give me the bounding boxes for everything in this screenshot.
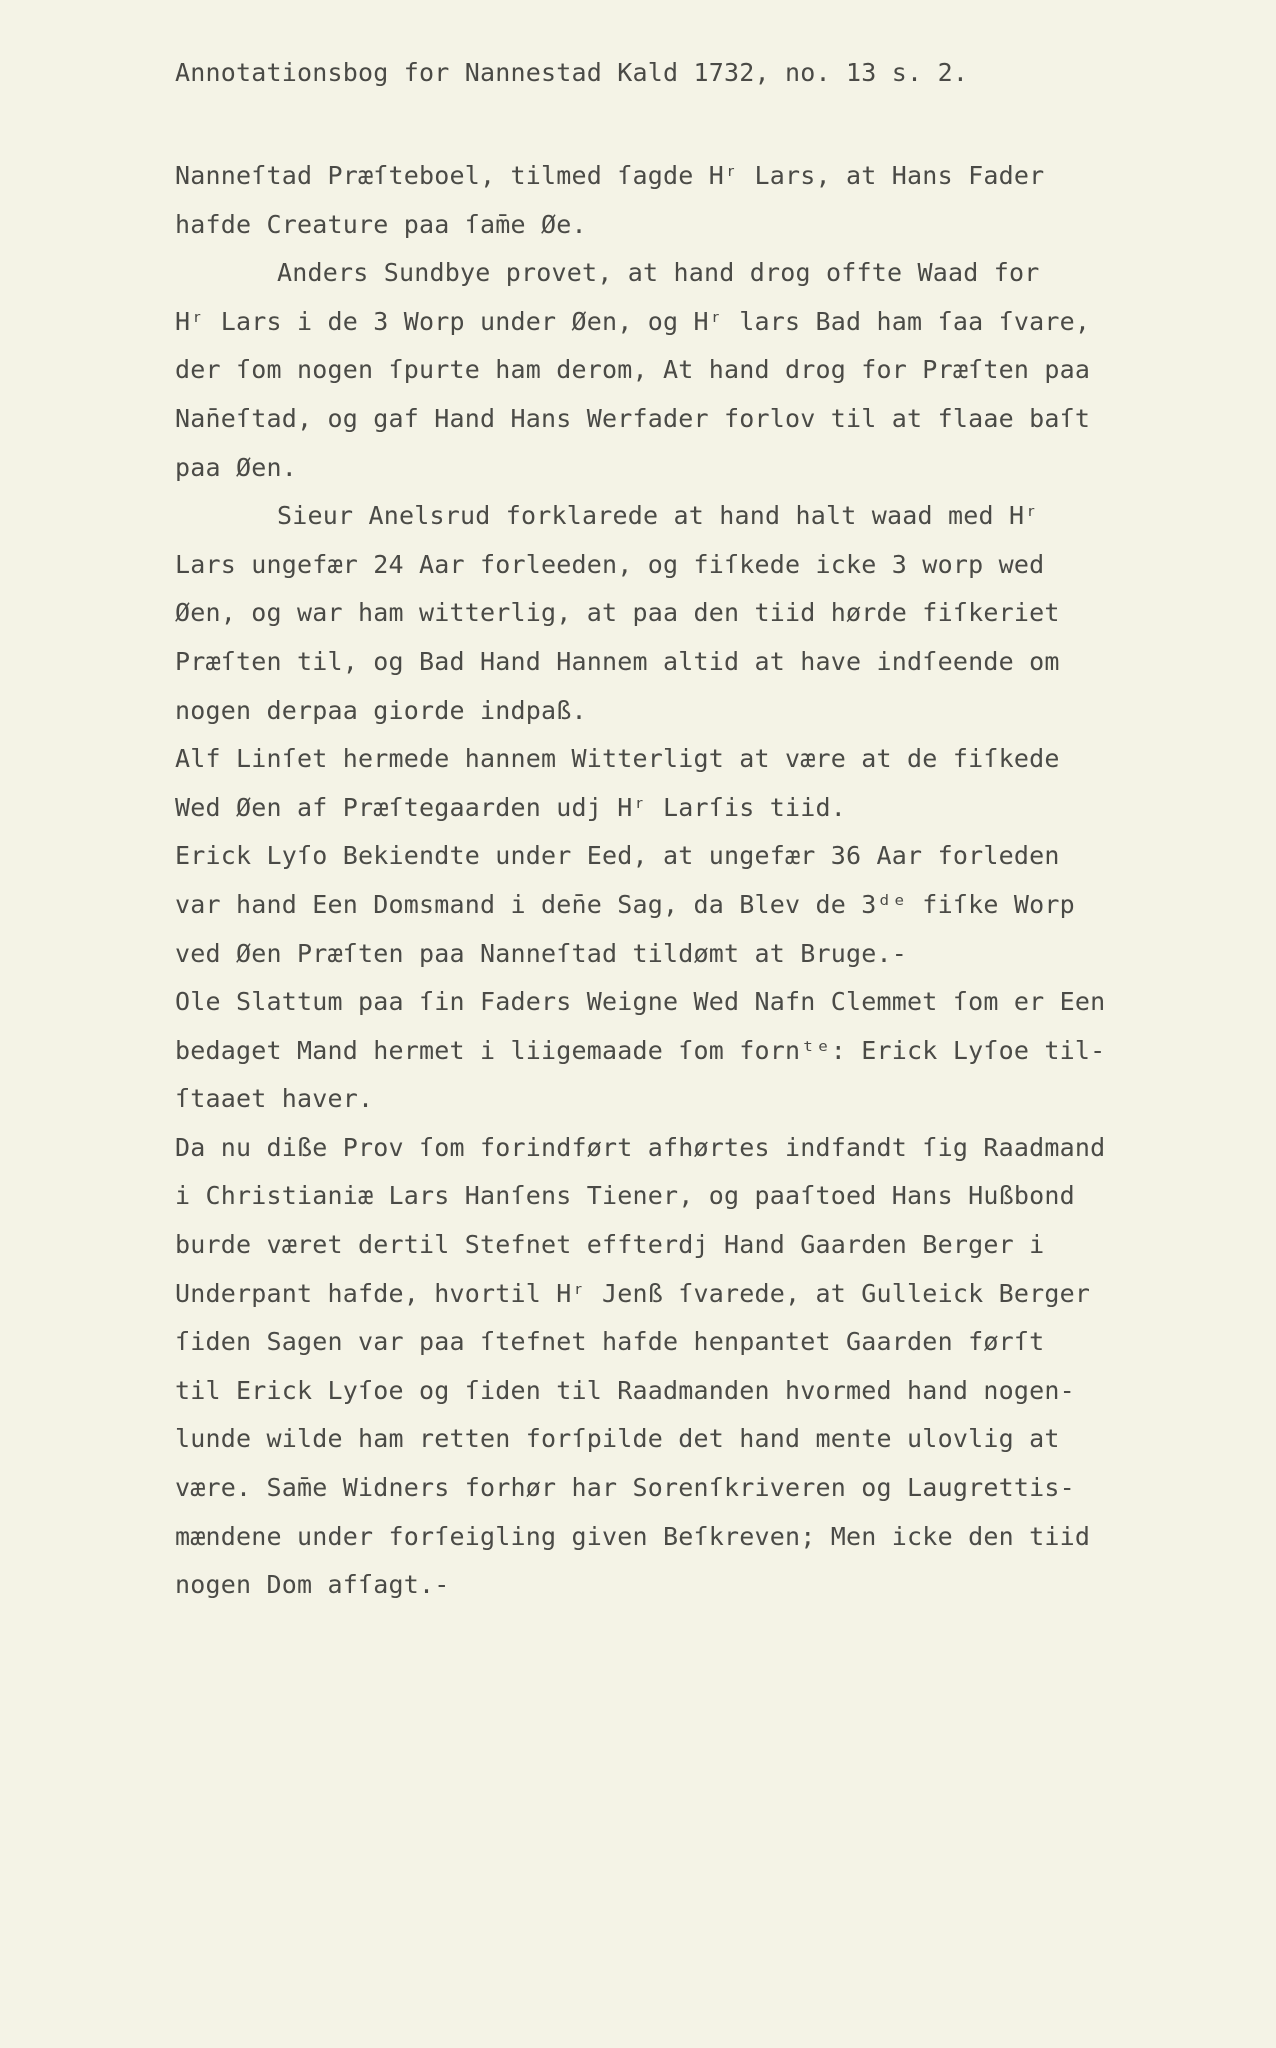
text-line: der ſom nogen ſpurte ham derom, At hand drog for Præſten paa bbox=[175, 355, 1091, 385]
text-line: ved Øen Præſten paa Nanneſtad tildømt at Bruge.- bbox=[175, 938, 908, 968]
text-line: Alf Linſet hermede hannem Witterligt at være at de fiſkede bbox=[175, 744, 1060, 774]
text-line: Nan̄eſtad, og gaf Hand Hans Werfader forlov til at flaae baſt bbox=[175, 403, 1091, 433]
text-line: ſtaaet haver. bbox=[175, 1084, 374, 1114]
text-line: Sieur Anelsrud forklarede at hand halt waad med Hʳ bbox=[277, 501, 1040, 531]
text-line: Underpant hafde, hvortil Hʳ Jenß ſvarede, at Gulleick Berger bbox=[175, 1278, 1091, 1308]
text-line: være. Sam̄e Widners forhør har Sorenſkriveren og Laugrettis- bbox=[175, 1473, 1075, 1503]
text-line: Anders Sundbye provet, at hand drog offte Waad for bbox=[277, 258, 1040, 288]
text-line: hafde Creature paa ſam̄e Øe. bbox=[175, 209, 587, 239]
text-line: mændene under forſeigling given Beſkreven; Men icke den tiid bbox=[175, 1521, 1091, 1551]
body-text bbox=[175, 152, 1106, 1610]
page-header: Annotationsbog for Nannestad Kald 1732, no. 13 s. 2. bbox=[175, 58, 969, 87]
text-line: bedaget Mand hermet i liigemaade ſom fornᵗᵉ: Erick Lyſoe til- bbox=[175, 1035, 1106, 1065]
text-line: Da nu diße Prov ſom forindført afhørtes indfandt ſig Raadmand bbox=[175, 1132, 1106, 1162]
text-line: Nanneſtad Præſteboel, tilmed ſagde Hʳ Lars, at Hans Fader bbox=[175, 161, 1045, 190]
text-line: Ole Slattum paa ſin Faders Weigne Wed Nafn Clemmet ſom er Een bbox=[175, 987, 1106, 1017]
text-line: Wed Øen af Præſtegaarden udj Hʳ Larſis tiid. bbox=[175, 792, 847, 822]
text-line: nogen derpaa giorde indpaß. bbox=[175, 695, 587, 725]
text-line: ſiden Sagen var paa ſtefnet hafde henpantet Gaarden førſt bbox=[175, 1327, 1045, 1357]
text-line: Erick Lyſo Bekiendte under Eed, at ungefær 36 Aar forleden bbox=[175, 841, 1060, 871]
text-line: Præſten til, og Bad Hand Hannem altid at have indſeende om bbox=[175, 646, 1060, 676]
text-line: Hʳ Lars i de 3 Worp under Øen, og Hʳ lars Bad ham ſaa ſvare, bbox=[175, 306, 1091, 336]
text-line: nogen Dom afſagt.- bbox=[175, 1570, 450, 1600]
text-line: i Christianiæ Lars Hanſens Tiener, og paaſtoed Hans Hußbond bbox=[175, 1181, 1075, 1211]
text-line: lunde wilde ham retten forſpilde det hand mente ulovlig at bbox=[175, 1424, 1060, 1454]
text-line: Øen, og war ham witterlig, at paa den tiid hørde fiſkeriet bbox=[175, 598, 1060, 628]
text-line: paa Øen. bbox=[175, 452, 298, 482]
text-line: til Erick Lyſoe og ſiden til Raadmanden hvormed hand nogen- bbox=[175, 1375, 1075, 1405]
text-line: Lars ungefær 24 Aar forleeden, og fiſkede icke 3 worp wed bbox=[175, 549, 1045, 579]
text-line: burde været dertil Stefnet effterdj Hand Gaarden Berger i bbox=[175, 1230, 1045, 1260]
text-line: var hand Een Domsmand i den̄e Sag, da Blev de 3ᵈᵉ fiſke Worp bbox=[175, 889, 1075, 919]
